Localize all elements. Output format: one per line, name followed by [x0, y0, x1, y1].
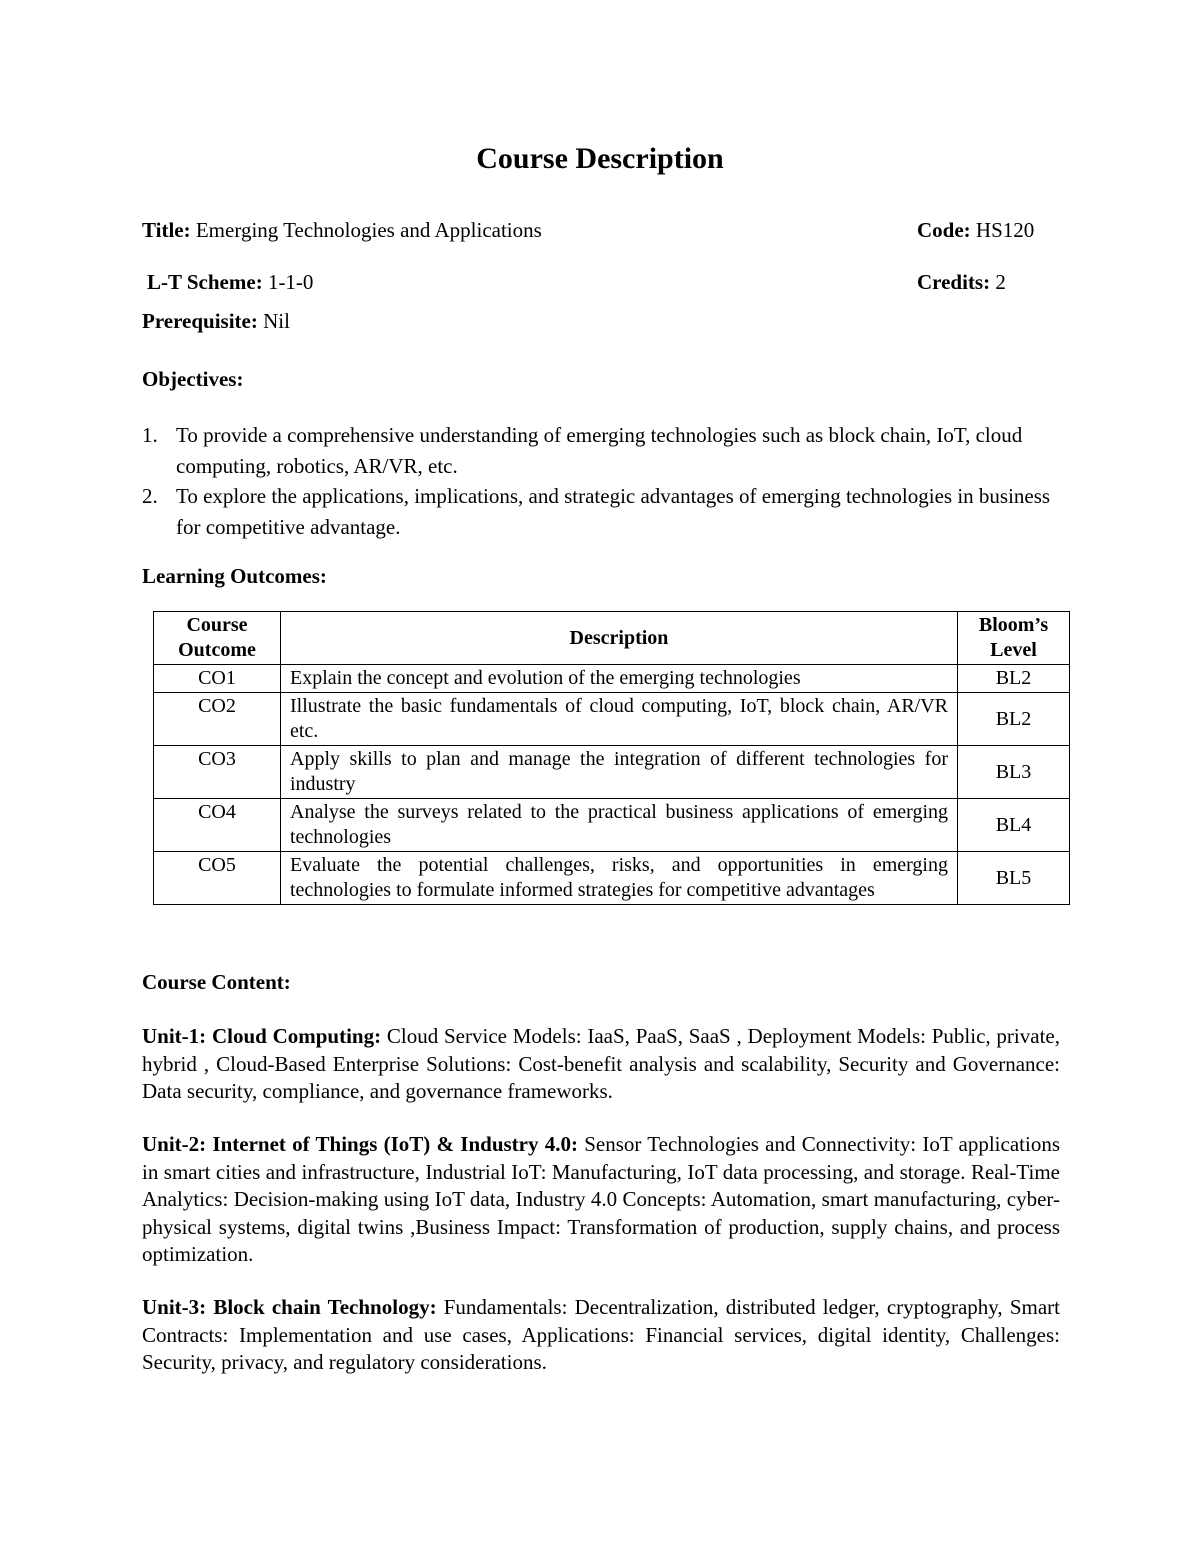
- unit-1-paragraph: [142, 1023, 1060, 1106]
- header-blooms-level: Bloom’s Level: [958, 612, 1070, 665]
- objective-number: 1.: [142, 423, 158, 447]
- lt-scheme-field: [147, 270, 313, 295]
- outcome-description: Evaluate the potential challenges, risks, and opportunities in emerging technologies to formulate informed strategies for competitive advantages: [281, 852, 958, 905]
- credits-value: 2: [995, 270, 1006, 294]
- table-row: [154, 665, 1070, 693]
- course-code-value: HS120: [975, 218, 1035, 242]
- table-row: [154, 852, 1070, 905]
- outcome-code: CO5: [154, 852, 281, 905]
- table-row: [154, 799, 1070, 852]
- objectives-heading: Objectives:: [142, 367, 244, 391]
- header-description: Description: [281, 612, 958, 665]
- course-title-field: [142, 218, 542, 243]
- table-header-row: [154, 612, 1070, 665]
- unit-3-paragraph: [142, 1294, 1060, 1377]
- blooms-level: BL2: [958, 693, 1070, 746]
- blooms-level: BL4: [958, 799, 1070, 852]
- course-code-label: Code:: [917, 218, 971, 242]
- unit-label: Unit-1: Cloud Computing:: [142, 1024, 382, 1048]
- objective-item: [142, 481, 1062, 543]
- objective-number: 2.: [142, 484, 158, 508]
- unit-text: Cloud Service Models: IaaS, PaaS, SaaS , Deployment Models: Public, private, hybrid , Cloud-Based Enterprise Solutions: Cost-benefit analysis and scalability, Security and Governance: Data security, compliance, and governance frameworks.: [142, 1024, 1060, 1103]
- outcome-description: Analyse the surveys related to the practical business applications of emerging technologies: [281, 799, 958, 852]
- credits-field: [917, 270, 1006, 295]
- prerequisite-field: [142, 309, 290, 334]
- table-row: [154, 746, 1070, 799]
- outcome-code: CO3: [154, 746, 281, 799]
- prerequisite-value: Nil: [263, 309, 290, 333]
- prerequisite-label: Prerequisite:: [142, 309, 258, 333]
- credits-label: Credits:: [917, 270, 991, 294]
- unit-label: Unit-3: Block chain Technology:: [142, 1295, 437, 1319]
- unit-2-paragraph: [142, 1131, 1060, 1269]
- unit-text: Fundamentals: Decentralization, distributed ledger, cryptography, Smart Contracts: Implementation and use cases, Applications: Financial services, digital identity, Challenges: Security, privacy, and regulatory considerations.: [142, 1295, 1061, 1374]
- objective-text: To provide a comprehensive understanding of emerging technologies such as block chain, IoT, cloud computing, robotics, AR/VR, etc.: [176, 423, 1023, 478]
- outcome-code: CO2: [154, 693, 281, 746]
- blooms-level: BL5: [958, 852, 1070, 905]
- unit-text: Sensor Technologies and Connectivity: IoT applications in smart cities and infrastructure, Industrial IoT: Manufacturing, IoT data processing, and storage. Real-Time Analytics: Decision-making using IoT data, Industry 4.0 Concepts: Automation, smart manufacturing, cyber-physical systems, digital twins ,Business Impact: Transformation of production, supply chains, and process optimization.: [142, 1132, 1060, 1266]
- outcome-description: Illustrate the basic fundamentals of cloud computing, IoT, block chain, AR/VR etc.: [281, 693, 958, 746]
- objective-text: To explore the applications, implications, and strategic advantages of emerging technologies in business for competitive advantage.: [176, 484, 1051, 539]
- course-title-value: Emerging Technologies and Applications: [195, 218, 542, 242]
- header-course-outcome: Course Outcome: [154, 612, 281, 665]
- page-title: Course Description: [476, 142, 724, 175]
- outcome-description: Apply skills to plan and manage the integration of different technologies for industry: [281, 746, 958, 799]
- course-code-field: [917, 218, 1034, 243]
- course-title-label: Title:: [142, 218, 191, 242]
- outcome-description: Explain the concept and evolution of the emerging technologies: [281, 665, 958, 693]
- table-row: [154, 693, 1070, 746]
- blooms-level: BL3: [958, 746, 1070, 799]
- unit-label: Unit-2: Internet of Things (IoT) & Industry 4.0:: [142, 1132, 578, 1156]
- lt-scheme-value: 1-1-0: [267, 270, 314, 294]
- objective-item: [142, 420, 1062, 482]
- blooms-level: BL2: [958, 665, 1070, 693]
- outcome-code: CO1: [154, 665, 281, 693]
- learning-outcomes-heading: Learning Outcomes:: [142, 564, 327, 588]
- learning-outcomes-table: [153, 611, 1070, 905]
- outcome-code: CO4: [154, 799, 281, 852]
- lt-scheme-label: L-T Scheme:: [147, 270, 263, 294]
- course-content-heading: Course Content:: [142, 970, 291, 994]
